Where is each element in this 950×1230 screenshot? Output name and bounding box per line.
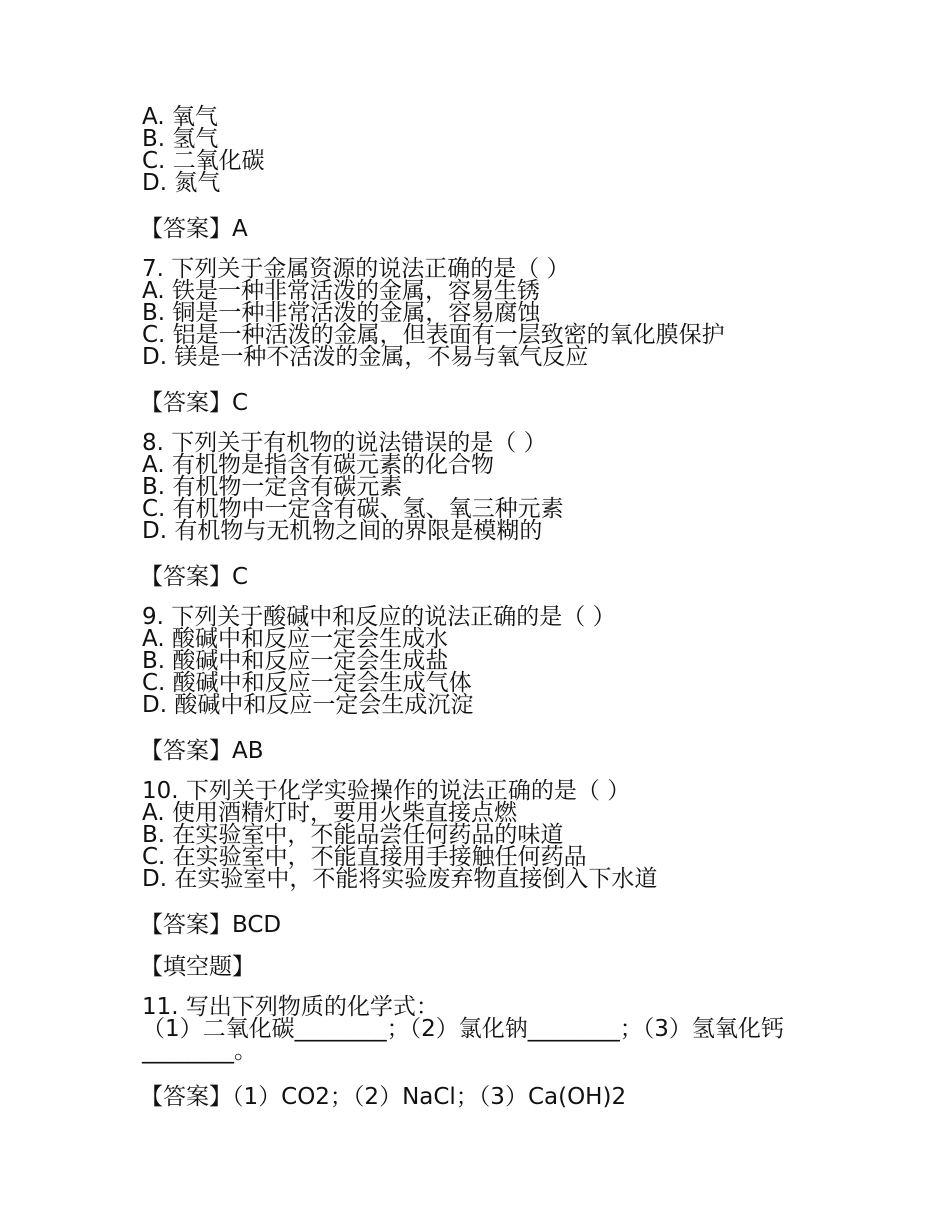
option-a: A. 有机物是指含有碳元素的化合物 [142, 452, 494, 478]
answer-8: 【答案】C [140, 564, 249, 590]
option-a: A. 酸碱中和反应一定会生成水 [142, 626, 448, 652]
question-11 [142, 996, 822, 1062]
option-d: D. 酸碱中和反应一定会生成沉淀 [142, 692, 474, 718]
answer-10: 【答案】BCD [140, 912, 282, 938]
option-b: B. 有机物一定含有碳元素 [142, 474, 403, 500]
question-stem: 9. 下列关于酸碱中和反应的说法正确的是（ ） [142, 604, 616, 630]
question-6-options [142, 106, 822, 194]
question-8 [142, 432, 822, 542]
option-c: C. 铝是一种活泼的金属，但表面有一层致密的氧化膜保护 [142, 322, 725, 348]
question-stem: 7. 下列关于金属资源的说法正确的是（ ） [142, 256, 570, 282]
option-b: B. 氢气 [142, 126, 219, 152]
question-7 [142, 258, 822, 368]
question-stem: 11. 写出下列物质的化学式： [142, 994, 439, 1020]
question-stem: 8. 下列关于有机物的说法错误的是（ ） [142, 430, 547, 456]
question-stem: 10. 下列关于化学实验操作的说法正确的是（ ） [142, 778, 631, 804]
option-c: C. 在实验室中，不能直接用手接触任何药品 [142, 844, 587, 870]
answer-6: 【答案】A [140, 216, 248, 242]
option-d: D. 有机物与无机物之间的界限是模糊的 [142, 518, 543, 544]
option-c: C. 酸碱中和反应一定会生成气体 [142, 670, 472, 696]
option-b: B. 在实验室中，不能品尝任何药品的味道 [142, 822, 564, 848]
section-heading-fill-in: 【填空题】 [140, 954, 255, 980]
answer-7: 【答案】C [140, 390, 249, 416]
option-a: A. 氧气 [142, 104, 218, 130]
option-a: A. 使用酒精灯时，要用火柴直接点燃 [142, 800, 517, 826]
option-d: D. 镁是一种不活泼的金属，不易与氧气反应 [142, 344, 589, 370]
option-d: D. 在实验室中，不能将实验废弃物直接倒入下水道 [142, 866, 658, 892]
option-b: B. 铜是一种非常活泼的金属，容易腐蚀 [142, 300, 541, 326]
question-9 [142, 606, 822, 716]
option-a: A. 铁是一种非常活泼的金属，容易生锈 [142, 278, 540, 304]
option-d: D. 氮气 [142, 170, 221, 196]
option-c: C. 二氧化碳 [142, 148, 265, 174]
document-page [142, 106, 822, 1126]
question-10 [142, 780, 822, 890]
option-b: B. 酸碱中和反应一定会生成盐 [142, 648, 449, 674]
option-c: C. 有机物中一定含有碳、氢、氧三种元素 [142, 496, 564, 522]
answer-9: 【答案】AB [140, 738, 264, 764]
answer-11: 【答案】（1）CO2；（2）NaCl；（3）Ca(OH)2 [140, 1084, 627, 1110]
question-body: （1）二氧化碳________；（2）氯化钠________；（3）氢氧化钙________。 [142, 1016, 784, 1064]
